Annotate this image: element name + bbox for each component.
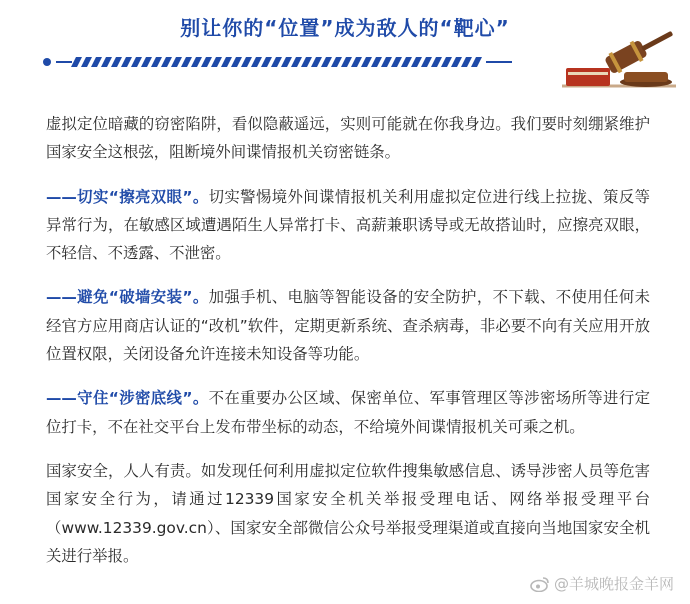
paragraph-text: 切实警惕境外间谍情报机关利用虚拟定位进行线上拉拢、策反等异常行为，在敏感区域遭遇陌生人异常打卡、高薪兼职诱导或无故搭讪时，应擦亮双眼，不轻信、不透露、不泄密。: [46, 187, 650, 263]
watermark: [530, 573, 674, 594]
guideline-heading: ——避免“破墙安装”。: [46, 288, 209, 307]
gavel-icon: [560, 28, 678, 90]
header-banner: [0, 0, 690, 92]
paragraph-report: [46, 457, 650, 570]
paragraph-intro: [46, 110, 650, 167]
weibo-icon: [530, 576, 550, 592]
paragraph-text: 不在重要办公区域、保密单位、军事管理区等涉密场所等进行定位打卡，不在社交平台上发布带坐标的动态，不给境外间谍情报机关可乘之机。: [46, 389, 650, 436]
paragraph-guideline-1: [46, 183, 650, 268]
guideline-heading: ——守住“涉密底线”。: [46, 389, 209, 408]
article-body: [46, 110, 650, 586]
watermark-text: @羊城晚报金羊网: [553, 575, 674, 593]
paragraph-guideline-2: [46, 283, 650, 368]
paragraph-text: 加强手机、电脑等智能设备的安全防护，不下载、不使用任何未经官方应用商店认证的“改机”软件，定期更新系统、查杀病毒，非必要不向有关应用开放位置权限，关闭设备允许连接未知设备等功能。: [46, 288, 650, 364]
paragraph-text: 国家安全，人人有责。如发现任何利用虚拟定位软件搜集敏感信息、诱导涉密人员等危害国家安全行为，请通过12339国家安全机关举报受理电话、网络举报受理平台（www.12339.gov.cn）、国家安全部微信公众号举报受理渠道或直接向当地国家安全机关进行举报。: [46, 461, 650, 565]
paragraph-guideline-3: [46, 384, 650, 441]
decorative-stripe-bar: [42, 56, 512, 68]
guideline-heading: ——切实“擦亮双眼”。: [46, 187, 209, 206]
page-title: 别让你的“位置”成为敌人的“靶心”: [180, 16, 510, 40]
paragraph-text: 虚拟定位暗藏的窃密陷阱，看似隐蔽遥远，实则可能就在你我身边。我们要时刻绷紧维护国家安全这根弦，阻断境外间谍情报机关窃密链条。: [46, 115, 650, 162]
